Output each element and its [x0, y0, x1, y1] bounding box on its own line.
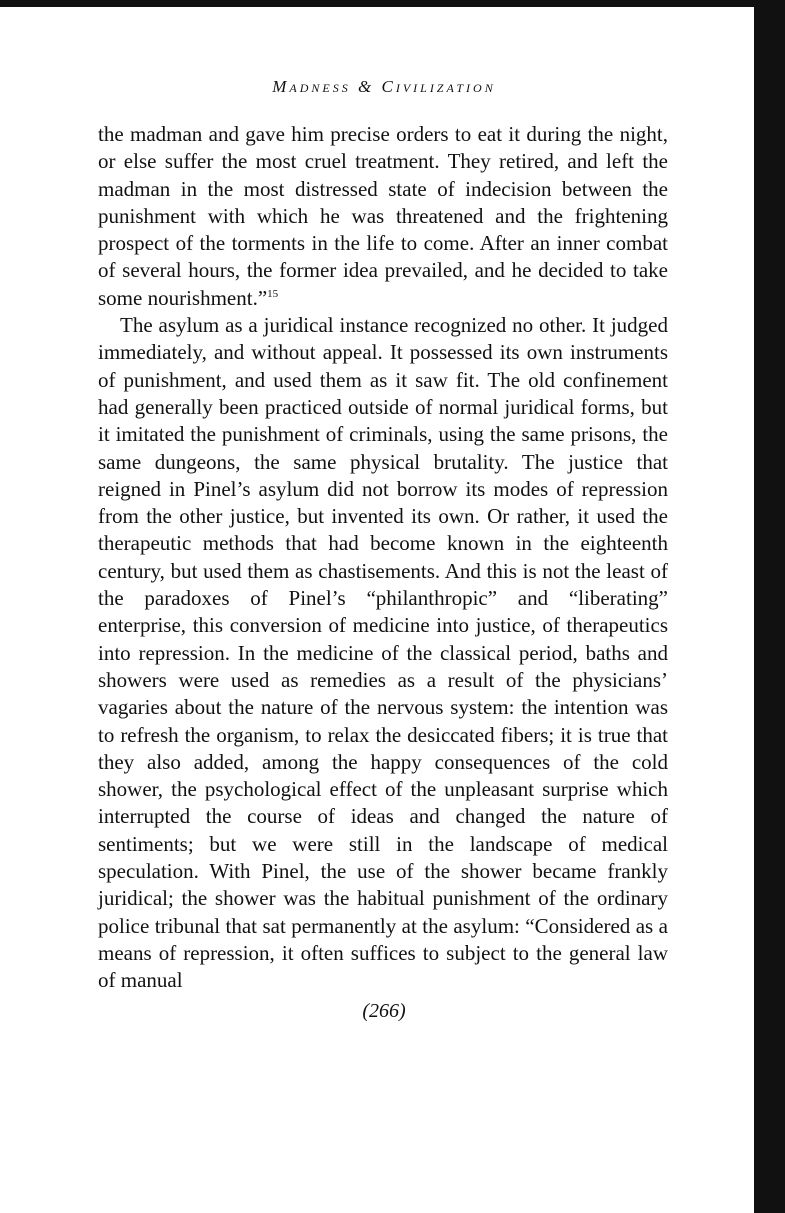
footnote-reference: 15 [267, 287, 279, 300]
page-number: (266) [362, 1000, 406, 1022]
paragraph-1-text: the madman and gave him precise orders to eat it during the night, or else suffer the most cruel treatment. They retired, and left the madman in the most distressed state of indecision between the punishment with which he was threatened and the frightening prospect of the torments in the life to come. After an inner combat of several hours, the former idea prevailed, and he decided to take some nourishment.” [98, 122, 668, 310]
page-body [98, 121, 668, 995]
running-header: Madness & Civilization [272, 77, 496, 96]
scan-right-edge [754, 7, 785, 1213]
paragraph-1 [98, 121, 668, 312]
paragraph-2: The asylum as a juridical instance recognized no other. It judged immediately, and without appeal. It possessed its own instruments of punishment, and used them as it saw fit. The old confinement had generally been practiced outside of normal juridical forms, but it imitated the punishment of criminals, using the same prisons, the same dungeons, the same physical brutality. The justice that reigned in Pinel’s asylum did not borrow its modes of repression from the other justice, but invented its own. Or rather, it used the therapeutic methods that had become known in the eighteenth century, but used them as chastisements. And this is not the least of the paradoxes of Pinel’s “philanthropic” and “liberating” enterprise, this conversion of medicine into justice, of therapeutics into repression. In the medicine of the classical period, baths and showers were used as remedies as a result of the physicians’ vagaries about the nature of the nervous system: the intention was to refresh the organism, to relax the desiccated fibers; it is true that they also added, among the happy consequences of the cold shower, the psychological effect of the unpleasant surprise which interrupted the course of ideas and changed the nature of sentiments; but we were still in the landscape of medical speculation. With Pinel, the use of the shower became frankly juridical; the shower was the habitual punishment of the ordinary police tribunal that sat permanently at the asylum: “Considered as a means of repression, it often suffices to subject to the general law of manual [98, 313, 668, 993]
scan-top-edge [0, 0, 785, 7]
